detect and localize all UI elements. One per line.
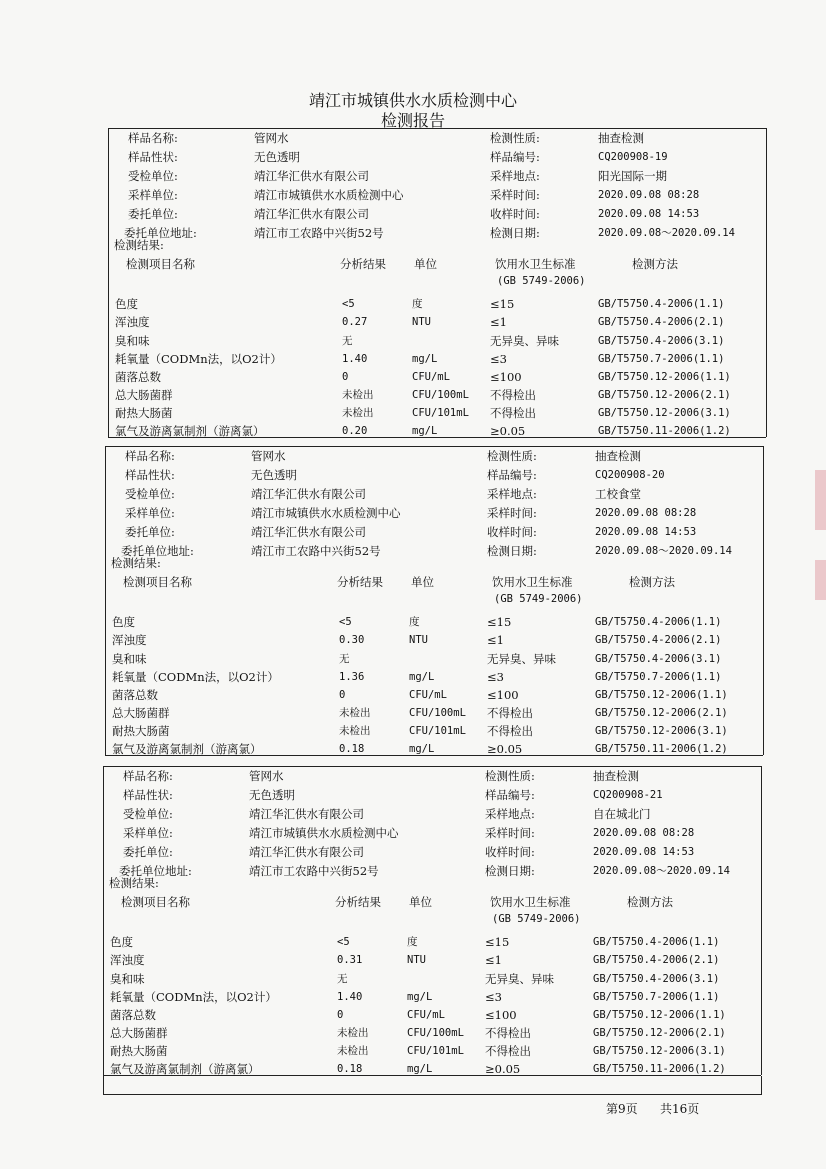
table-row-item: 耐热大肠菌 bbox=[110, 1044, 168, 1058]
table-row-result: 1.36 bbox=[339, 671, 365, 683]
table-row-result: 0 bbox=[342, 371, 349, 383]
client-unit-value: 靖江华汇供水有限公司 bbox=[254, 207, 369, 221]
inspected-unit-value: 靖江华汇供水有限公司 bbox=[249, 807, 364, 821]
table-row-result: 未检出 bbox=[337, 1027, 369, 1039]
table-row-result: 1.40 bbox=[342, 353, 368, 365]
table-row-standard: 不得检出 bbox=[490, 388, 536, 402]
report-title: 靖江市城镇供水水质检测中心 bbox=[308, 91, 517, 110]
table-row-standard: ≤100 bbox=[490, 370, 522, 384]
section-left-border bbox=[108, 128, 109, 437]
receive-time-label: 收样时间: bbox=[487, 525, 537, 539]
table-row-result: 0.27 bbox=[342, 316, 368, 328]
sample-state-value: 无色透明 bbox=[251, 468, 297, 482]
section-right-border bbox=[766, 128, 767, 437]
table-row-method: GB/T5750.7-2006(1.1) bbox=[598, 353, 725, 365]
client-address-label: 委托单位地址: bbox=[124, 226, 197, 240]
table-row-result: 未检出 bbox=[339, 725, 371, 737]
table-row-item: 总大肠菌群 bbox=[112, 706, 170, 720]
sampling-place-value: 自在城北门 bbox=[593, 807, 651, 821]
table-row-standard: ≤1 bbox=[487, 633, 504, 647]
table-row-unit: mg/L bbox=[412, 425, 438, 437]
table-row-result: 无 bbox=[337, 973, 348, 985]
table-row-result: 0 bbox=[339, 689, 346, 701]
client-address-value: 靖江市工农路中兴街52号 bbox=[254, 226, 384, 240]
table-row-standard: ≤100 bbox=[485, 1008, 517, 1022]
table-row-unit: CFU/mL bbox=[409, 689, 447, 701]
sample-state-label: 样品性状: bbox=[128, 150, 178, 164]
table-row-unit: 度 bbox=[407, 936, 418, 948]
col-standard-header: 饮用水卫生标准 bbox=[495, 257, 576, 271]
table-row-standard: 无异臭、异味 bbox=[490, 334, 559, 348]
table-row-standard: ≤15 bbox=[490, 297, 515, 311]
client-address-value: 靖江市工农路中兴街52号 bbox=[251, 544, 381, 558]
table-row-method: GB/T5750.4-2006(2.1) bbox=[593, 954, 720, 966]
section-right-border bbox=[763, 446, 764, 755]
col-unit-header: 单位 bbox=[411, 575, 434, 589]
sample-name-label: 样品名称: bbox=[123, 769, 173, 783]
sampling-place-label: 采样地点: bbox=[487, 487, 537, 501]
inspected-unit-label: 受检单位: bbox=[123, 807, 173, 821]
sampling-unit-label: 采样单位: bbox=[123, 826, 173, 840]
table-row-standard: ≥0.05 bbox=[485, 1062, 521, 1076]
table-row-item: 氯气及游离氯制剂（游离氯） bbox=[112, 742, 262, 756]
table-row-result: 未检出 bbox=[342, 407, 374, 419]
table-row-item: 菌落总数 bbox=[112, 688, 158, 702]
results-label: 检测结果: bbox=[111, 556, 161, 570]
table-row-unit: mg/L bbox=[407, 1063, 433, 1075]
test-nature-label: 检测性质: bbox=[490, 131, 540, 145]
table-row-method: GB/T5750.4-2006(2.1) bbox=[595, 634, 722, 646]
table-row-method: GB/T5750.12-2006(3.1) bbox=[598, 407, 731, 419]
table-row-method: GB/T5750.12-2006(3.1) bbox=[593, 1045, 726, 1057]
table-row-standard: ≥0.05 bbox=[490, 424, 526, 438]
table-row-unit: mg/L bbox=[409, 671, 435, 683]
sample-name-value: 管网水 bbox=[249, 769, 284, 783]
table-row-unit: CFU/101mL bbox=[412, 407, 469, 419]
page-right-border bbox=[761, 1076, 762, 1094]
sampling-time-label: 采样时间: bbox=[485, 826, 535, 840]
table-row-unit: mg/L bbox=[409, 743, 435, 755]
table-row-unit: CFU/mL bbox=[412, 371, 450, 383]
table-row-method: GB/T5750.4-2006(3.1) bbox=[595, 653, 722, 665]
test-date-label: 检测日期: bbox=[490, 226, 540, 240]
receive-time-label: 收样时间: bbox=[490, 207, 540, 221]
test-date-value: 2020.09.08～2020.09.14 bbox=[595, 545, 732, 557]
results-label: 检测结果: bbox=[109, 876, 159, 890]
table-row-item: 菌落总数 bbox=[115, 370, 161, 384]
inspected-unit-value: 靖江华汇供水有限公司 bbox=[251, 487, 366, 501]
table-row-method: GB/T5750.12-2006(1.1) bbox=[595, 689, 728, 701]
table-row-method: GB/T5750.12-2006(2.1) bbox=[595, 707, 728, 719]
table-row-method: GB/T5750.11-2006(1.2) bbox=[598, 425, 731, 437]
table-row-item: 臭和味 bbox=[110, 972, 145, 986]
table-row-result: 1.40 bbox=[337, 991, 363, 1003]
sampling-time-value: 2020.09.08 08:28 bbox=[593, 827, 695, 839]
client-address-value: 靖江市工农路中兴街52号 bbox=[249, 864, 379, 878]
table-row-method: GB/T5750.4-2006(1.1) bbox=[595, 616, 722, 628]
table-row-unit: NTU bbox=[407, 954, 426, 966]
test-nature-value: 抽查检测 bbox=[593, 769, 639, 783]
col-method-header: 检测方法 bbox=[627, 895, 673, 909]
sampling-time-value: 2020.09.08 08:28 bbox=[595, 507, 697, 519]
section-left-border bbox=[105, 446, 106, 755]
table-row-method: GB/T5750.7-2006(1.1) bbox=[595, 671, 722, 683]
table-row-result: <5 bbox=[342, 298, 355, 310]
col-standard-subheader: (GB 5749-2006) bbox=[497, 275, 586, 287]
red-mark-stain bbox=[815, 560, 826, 600]
table-row-result: 0.31 bbox=[337, 954, 363, 966]
sampling-unit-label: 采样单位: bbox=[125, 506, 175, 520]
table-row-standard: 不得检出 bbox=[490, 406, 536, 420]
sample-number-label: 样品编号: bbox=[485, 788, 535, 802]
sample-name-value: 管网水 bbox=[254, 131, 289, 145]
test-nature-value: 抽查检测 bbox=[598, 131, 644, 145]
sample-number-label: 样品编号: bbox=[487, 468, 537, 482]
client-address-label: 委托单位地址: bbox=[121, 544, 194, 558]
table-row-result: 未检出 bbox=[339, 707, 371, 719]
sample-state-value: 无色透明 bbox=[249, 788, 295, 802]
table-row-unit: CFU/101mL bbox=[407, 1045, 464, 1057]
table-row-item: 臭和味 bbox=[112, 652, 147, 666]
table-row-standard: 不得检出 bbox=[487, 724, 533, 738]
client-unit-label: 委托单位: bbox=[125, 525, 175, 539]
table-row-result: 无 bbox=[339, 653, 350, 665]
table-row-item: 总大肠菌群 bbox=[110, 1026, 168, 1040]
table-row-method: GB/T5750.4-2006(1.1) bbox=[598, 298, 725, 310]
report-subtitle: 检测报告 bbox=[380, 111, 445, 130]
col-item-header: 检测项目名称 bbox=[121, 895, 190, 909]
sample-name-label: 样品名称: bbox=[128, 131, 178, 145]
page-left-border bbox=[103, 1076, 104, 1094]
table-row-result: <5 bbox=[337, 936, 350, 948]
col-unit-header: 单位 bbox=[414, 257, 437, 271]
table-row-item: 浑浊度 bbox=[112, 633, 147, 647]
table-row-method: GB/T5750.7-2006(1.1) bbox=[593, 991, 720, 1003]
test-nature-label: 检测性质: bbox=[487, 449, 537, 463]
table-row-item: 耗氧量（CODMn法，以O2计） bbox=[112, 670, 279, 684]
table-row-method: GB/T5750.4-2006(2.1) bbox=[598, 316, 725, 328]
page-number: 第9页 bbox=[606, 1102, 638, 1116]
section-bottom-rule bbox=[105, 755, 763, 756]
table-row-method: GB/T5750.12-2006(2.1) bbox=[593, 1027, 726, 1039]
table-row-standard: 不得检出 bbox=[487, 706, 533, 720]
sampling-unit-value: 靖江市城镇供水水质检测中心 bbox=[251, 506, 401, 520]
col-method-header: 检测方法 bbox=[632, 257, 678, 271]
table-row-item: 耗氧量（CODMn法，以O2计） bbox=[115, 352, 282, 366]
receive-time-value: 2020.09.08 14:53 bbox=[598, 208, 700, 220]
col-result-header: 分析结果 bbox=[335, 895, 381, 909]
table-row-result: 0.20 bbox=[342, 425, 368, 437]
red-mark-stain bbox=[815, 470, 826, 530]
test-nature-value: 抽查检测 bbox=[595, 449, 641, 463]
table-row-item: 浑浊度 bbox=[115, 315, 150, 329]
table-row-standard: ≤3 bbox=[487, 670, 504, 684]
client-unit-value: 靖江华汇供水有限公司 bbox=[251, 525, 366, 539]
sample-state-label: 样品性状: bbox=[125, 468, 175, 482]
table-row-result: 0 bbox=[337, 1009, 344, 1021]
table-row-method: GB/T5750.12-2006(3.1) bbox=[595, 725, 728, 737]
sample-name-label: 样品名称: bbox=[125, 449, 175, 463]
table-row-standard: ≤3 bbox=[490, 352, 507, 366]
table-row-standard: ≤1 bbox=[490, 315, 507, 329]
section-top-rule bbox=[108, 128, 766, 129]
table-row-item: 浑浊度 bbox=[110, 953, 145, 967]
table-row-result: 无 bbox=[342, 335, 353, 347]
sampling-time-label: 采样时间: bbox=[487, 506, 537, 520]
table-row-standard: 不得检出 bbox=[485, 1044, 531, 1058]
client-address-label: 委托单位地址: bbox=[119, 864, 192, 878]
table-row-method: GB/T5750.4-2006(3.1) bbox=[593, 973, 720, 985]
col-method-header: 检测方法 bbox=[629, 575, 675, 589]
table-row-item: 耐热大肠菌 bbox=[115, 406, 173, 420]
sampling-time-label: 采样时间: bbox=[490, 188, 540, 202]
col-standard-header: 饮用水卫生标准 bbox=[492, 575, 573, 589]
col-unit-header: 单位 bbox=[409, 895, 432, 909]
sample-name-value: 管网水 bbox=[251, 449, 286, 463]
section-bottom-rule bbox=[108, 437, 766, 438]
test-date-label: 检测日期: bbox=[485, 864, 535, 878]
table-row-standard: 不得检出 bbox=[485, 1026, 531, 1040]
table-row-method: GB/T5750.4-2006(1.1) bbox=[593, 936, 720, 948]
table-row-item: 色度 bbox=[112, 615, 135, 629]
sampling-place-value: 阳光国际一期 bbox=[598, 169, 667, 183]
test-date-value: 2020.09.08～2020.09.14 bbox=[593, 865, 730, 877]
table-row-method: GB/T5750.11-2006(1.2) bbox=[595, 743, 728, 755]
table-row-method: GB/T5750.12-2006(2.1) bbox=[598, 389, 731, 401]
table-row-method: GB/T5750.4-2006(3.1) bbox=[598, 335, 725, 347]
table-row-result: <5 bbox=[339, 616, 352, 628]
page-bottom-rule bbox=[103, 1094, 762, 1095]
table-row-item: 氯气及游离氯制剂（游离氯） bbox=[110, 1062, 260, 1076]
sample-number-label: 样品编号: bbox=[490, 150, 540, 164]
col-item-header: 检测项目名称 bbox=[126, 257, 195, 271]
table-row-standard: 无异臭、异味 bbox=[485, 972, 554, 986]
test-date-label: 检测日期: bbox=[487, 544, 537, 558]
inspected-unit-label: 受检单位: bbox=[128, 169, 178, 183]
test-date-value: 2020.09.08～2020.09.14 bbox=[598, 227, 735, 239]
section-right-border bbox=[761, 766, 762, 1075]
table-row-unit: CFU/100mL bbox=[409, 707, 466, 719]
col-item-header: 检测项目名称 bbox=[123, 575, 192, 589]
table-row-standard: ≥0.05 bbox=[487, 742, 523, 756]
sampling-place-label: 采样地点: bbox=[490, 169, 540, 183]
col-result-header: 分析结果 bbox=[340, 257, 386, 271]
table-row-method: GB/T5750.12-2006(1.1) bbox=[598, 371, 731, 383]
sampling-place-value: 工校食堂 bbox=[595, 487, 641, 501]
test-nature-label: 检测性质: bbox=[485, 769, 535, 783]
receive-time-value: 2020.09.08 14:53 bbox=[593, 846, 695, 858]
table-row-unit: CFU/101mL bbox=[409, 725, 466, 737]
results-label: 检测结果: bbox=[114, 238, 164, 252]
table-row-item: 总大肠菌群 bbox=[115, 388, 173, 402]
inspected-unit-label: 受检单位: bbox=[125, 487, 175, 501]
col-standard-subheader: (GB 5749-2006) bbox=[494, 593, 583, 605]
table-row-result: 0.18 bbox=[339, 743, 365, 755]
table-row-standard: ≤1 bbox=[485, 953, 502, 967]
table-row-unit: CFU/100mL bbox=[412, 389, 469, 401]
table-row-result: 0.30 bbox=[339, 634, 365, 646]
client-unit-label: 委托单位: bbox=[123, 845, 173, 859]
receive-time-label: 收样时间: bbox=[485, 845, 535, 859]
sampling-time-value: 2020.09.08 08:28 bbox=[598, 189, 700, 201]
sample-number-value: CQ200908-19 bbox=[598, 151, 668, 163]
col-standard-subheader: (GB 5749-2006) bbox=[492, 913, 581, 925]
table-row-unit: 度 bbox=[412, 298, 423, 310]
client-unit-value: 靖江华汇供水有限公司 bbox=[249, 845, 364, 859]
table-row-method: GB/T5750.11-2006(1.2) bbox=[593, 1063, 726, 1075]
col-standard-header: 饮用水卫生标准 bbox=[490, 895, 571, 909]
table-row-unit: NTU bbox=[412, 316, 431, 328]
table-row-item: 臭和味 bbox=[115, 334, 150, 348]
section-left-border bbox=[103, 766, 104, 1075]
table-row-item: 色度 bbox=[115, 297, 138, 311]
table-row-unit: mg/L bbox=[412, 353, 438, 365]
inspected-unit-value: 靖江华汇供水有限公司 bbox=[254, 169, 369, 183]
table-row-standard: ≤100 bbox=[487, 688, 519, 702]
table-row-result: 未检出 bbox=[342, 389, 374, 401]
sampling-place-label: 采样地点: bbox=[485, 807, 535, 821]
table-row-standard: ≤15 bbox=[485, 935, 510, 949]
table-row-unit: 度 bbox=[409, 616, 420, 628]
table-row-standard: ≤15 bbox=[487, 615, 512, 629]
table-row-unit: CFU/mL bbox=[407, 1009, 445, 1021]
table-row-unit: NTU bbox=[409, 634, 428, 646]
section-bottom-rule bbox=[103, 1075, 761, 1076]
sampling-unit-label: 采样单位: bbox=[128, 188, 178, 202]
table-row-item: 氯气及游离氯制剂（游离氯） bbox=[115, 424, 265, 438]
table-row-item: 菌落总数 bbox=[110, 1008, 156, 1022]
client-unit-label: 委托单位: bbox=[128, 207, 178, 221]
sample-state-label: 样品性状: bbox=[123, 788, 173, 802]
table-row-result: 未检出 bbox=[337, 1045, 369, 1057]
sample-number-value: CQ200908-21 bbox=[593, 789, 663, 801]
table-row-unit: CFU/100mL bbox=[407, 1027, 464, 1039]
sample-state-value: 无色透明 bbox=[254, 150, 300, 164]
table-row-standard: ≤3 bbox=[485, 990, 502, 1004]
sampling-unit-value: 靖江市城镇供水水质检测中心 bbox=[249, 826, 399, 840]
table-row-item: 耗氧量（CODMn法，以O2计） bbox=[110, 990, 277, 1004]
table-row-method: GB/T5750.12-2006(1.1) bbox=[593, 1009, 726, 1021]
section-top-rule bbox=[103, 766, 761, 767]
sample-number-value: CQ200908-20 bbox=[595, 469, 665, 481]
table-row-item: 色度 bbox=[110, 935, 133, 949]
table-row-standard: 无异臭、异味 bbox=[487, 652, 556, 666]
page-total: 共16页 bbox=[660, 1102, 700, 1116]
sampling-unit-value: 靖江市城镇供水水质检测中心 bbox=[254, 188, 404, 202]
receive-time-value: 2020.09.08 14:53 bbox=[595, 526, 697, 538]
section-top-rule bbox=[105, 446, 763, 447]
table-row-item: 耐热大肠菌 bbox=[112, 724, 170, 738]
table-row-result: 0.18 bbox=[337, 1063, 363, 1075]
table-row-unit: mg/L bbox=[407, 991, 433, 1003]
col-result-header: 分析结果 bbox=[337, 575, 383, 589]
